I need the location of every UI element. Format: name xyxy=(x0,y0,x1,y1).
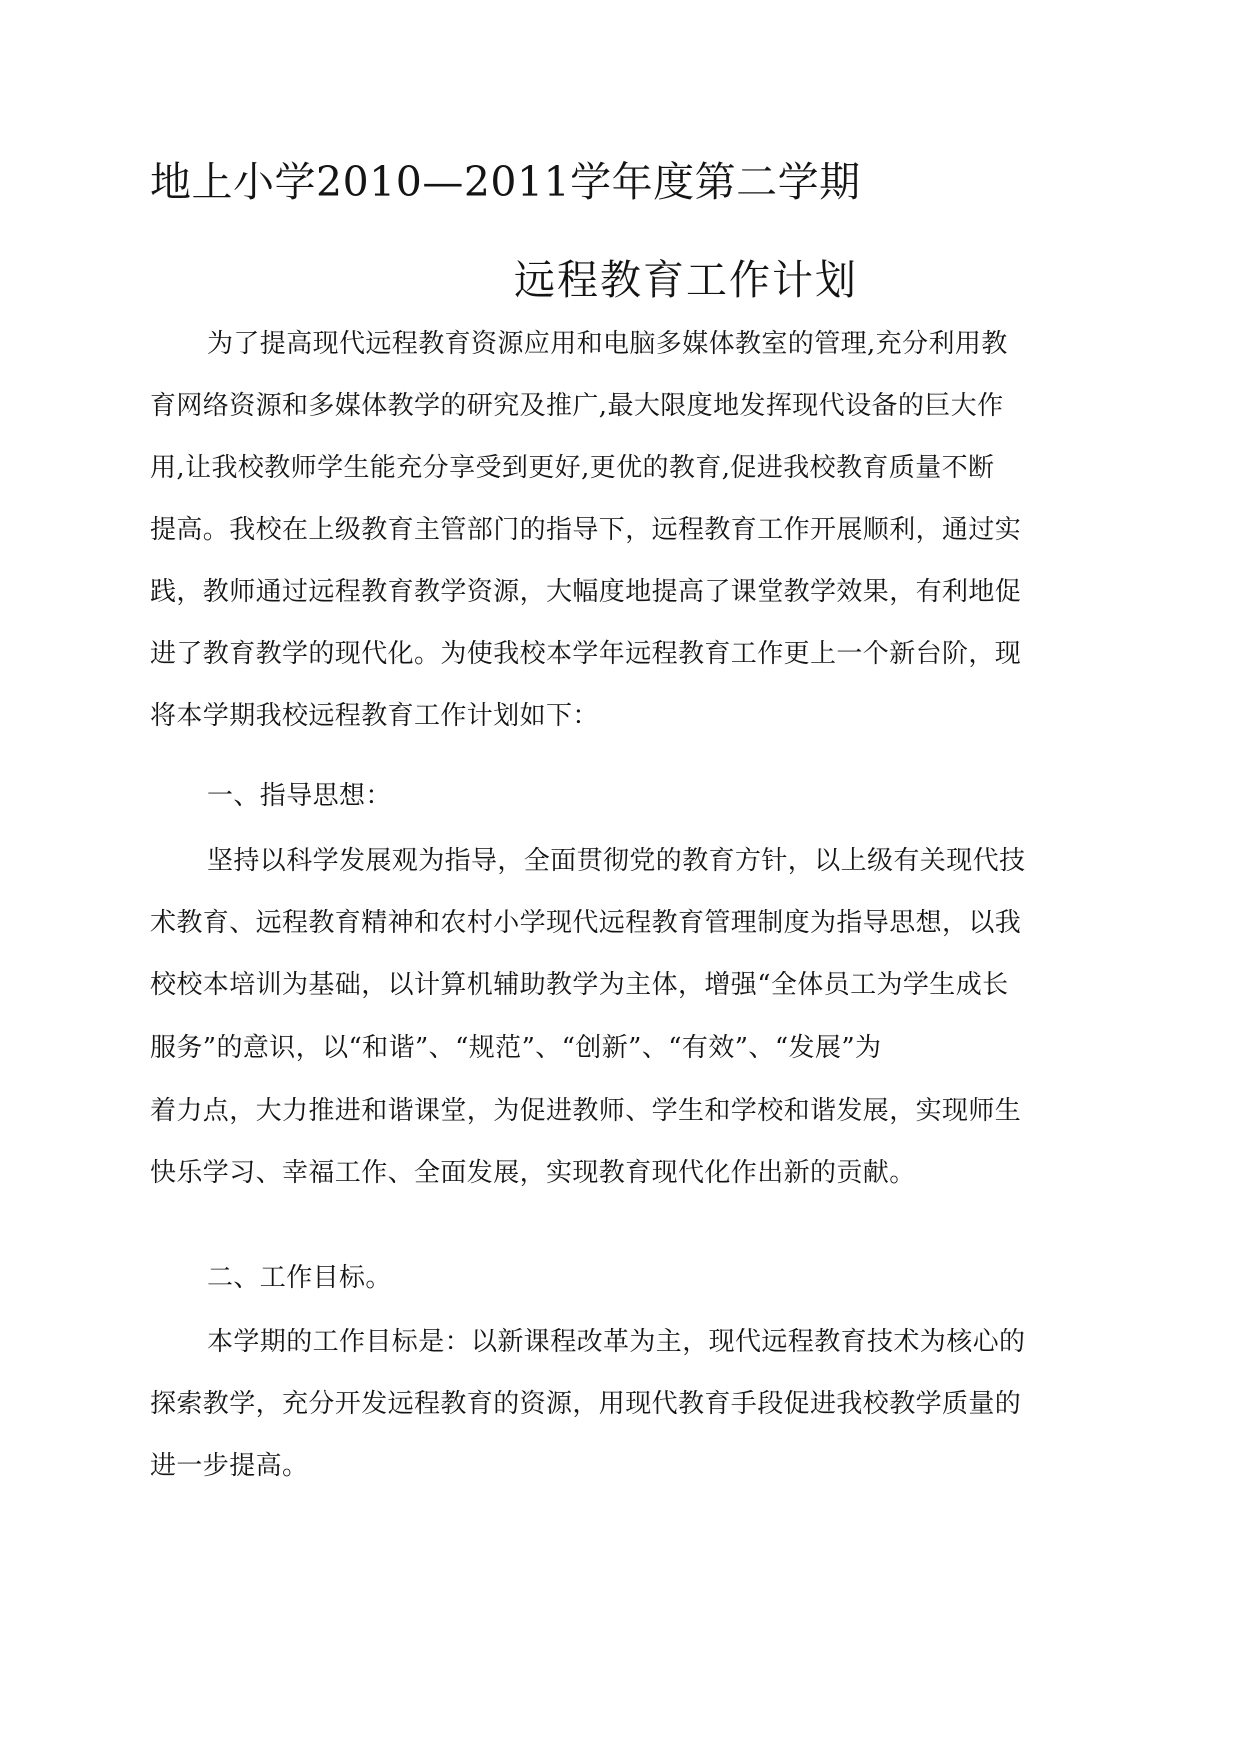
paragraph-line: 践，教师通过远程教育教学资源，大幅度地提高了课堂教学效果，有利地促 xyxy=(150,577,1022,607)
paragraph-line: 着力点，大力推进和谐课堂，为促进教师、学生和学校和谐发展，实现师生 xyxy=(150,1096,1022,1126)
paragraph-line: 服务”的意识，以“和谐”、“规范”、“创新”、“有效”、“发展”为 xyxy=(150,1033,882,1063)
paragraph-line: 进了教育教学的现代化。为使我校本学年远程教育工作更上一个新台阶，现 xyxy=(150,639,1022,669)
paragraph-line: 为了提高现代远程教育资源应用和电脑多媒体教室的管理,充分利用教 xyxy=(207,329,1008,359)
paragraph-line: 快乐学习、幸福工作、全面发展，实现教育现代化作出新的贡献。 xyxy=(150,1158,916,1188)
paragraph-line: 探索教学，充分开发远程教育的资源，用现代教育手段促进我校教学质量的 xyxy=(150,1389,1022,1419)
paragraph-line: 本学期的工作目标是：以新课程改革为主，现代远程教育技术为核心的 xyxy=(207,1327,1026,1357)
paragraph-line: 用,让我校教师学生能充分享受到更好,更优的教育,促进我校教育质量不断 xyxy=(150,453,995,483)
document-title-line1: 地上小学2010—2011学年度第二学期 xyxy=(150,158,861,206)
paragraph-line: 坚持以科学发展观为指导，全面贯彻党的教育方针，以上级有关现代技 xyxy=(207,846,1026,876)
document-title-line2: 远程教育工作计划 xyxy=(514,256,858,304)
paragraph-line: 提高。我校在上级教育主管部门的指导下，远程教育工作开展顺利，通过实 xyxy=(150,515,1022,545)
paragraph-line: 术教育、远程教育精神和农村小学现代远程教育管理制度为指导思想，以我 xyxy=(150,908,1022,938)
section-heading: 一、指导思想： xyxy=(207,781,392,811)
paragraph-line: 将本学期我校远程教育工作计划如下： xyxy=(150,701,599,731)
paragraph-line: 进一步提高。 xyxy=(150,1451,309,1481)
paragraph-line: 育网络资源和多媒体教学的研究及推广,最大限度地发挥现代设备的巨大作 xyxy=(150,391,1004,421)
section-heading: 二、工作目标。 xyxy=(207,1263,392,1293)
paragraph-line: 校校本培训为基础，以计算机辅助教学为主体，增强“全体员工为学生成长 xyxy=(150,970,1009,1000)
